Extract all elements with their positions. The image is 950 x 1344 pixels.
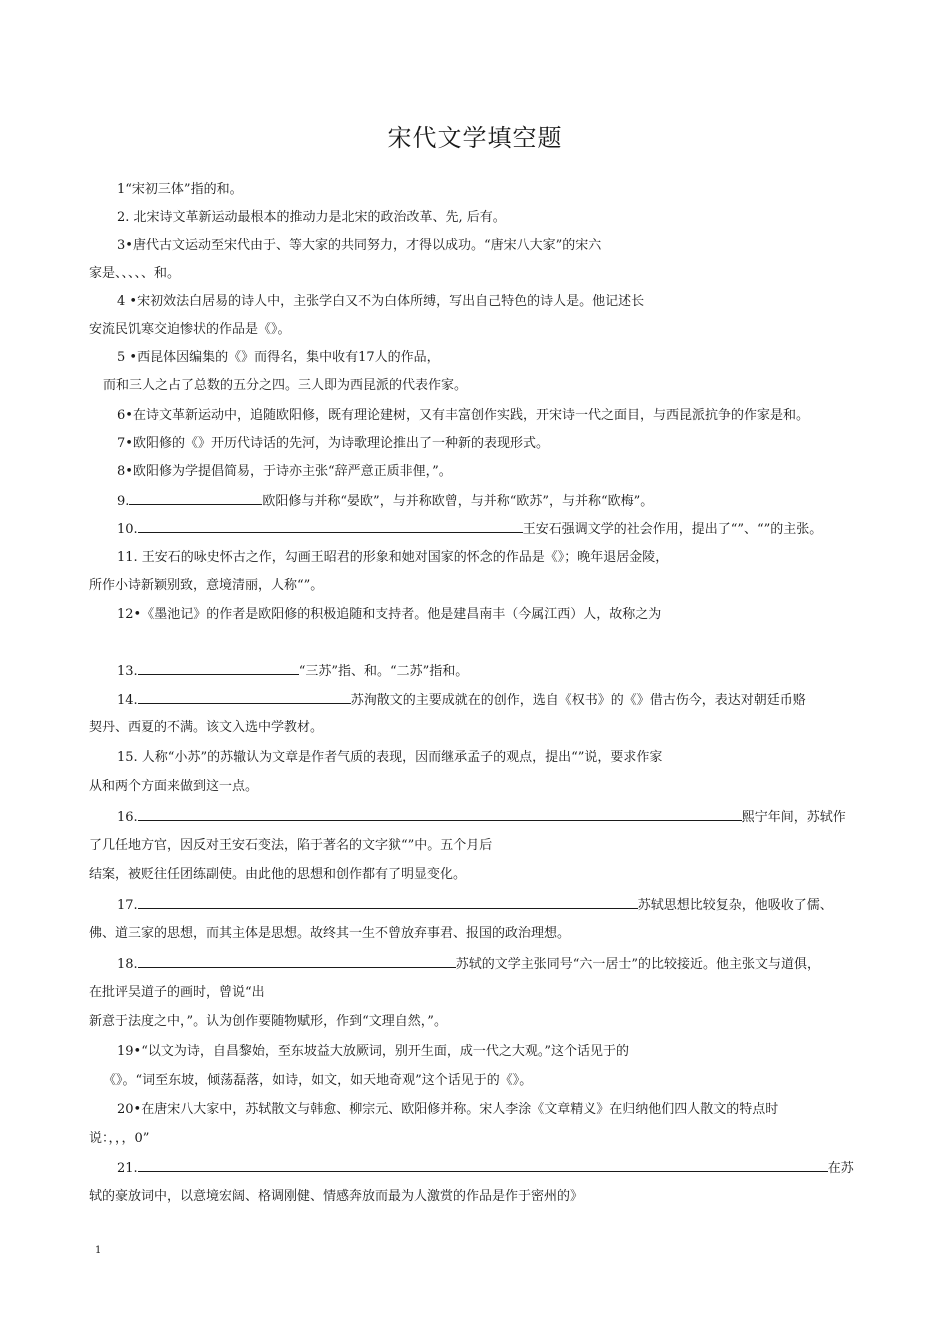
question-14-line-2: 契丹、西夏的不满。该文入选中学教材。 <box>89 720 324 735</box>
question-2: 2. 北宋诗文革新运动最根本的推动力是北宋的政治改革、先, 后有。 <box>117 210 506 225</box>
question-number: 17. <box>117 898 138 913</box>
question-number: 13. <box>117 664 138 679</box>
question-3-line-1: 3•唐代古文运动至宋代由于、等大家的共同努力，才得以成功。“唐宋八大家”的宋六 <box>117 238 602 253</box>
question-16-line-2: 了几任地方官，因反对王安石变法，陷于著名的文字狱“”中。五个月后 <box>89 838 493 853</box>
question-8: 8•欧阳修为学提倡简易，于诗亦主张“辞严意正质非俚，”。 <box>117 464 452 479</box>
question-19-line-2: 《》。“词至东坡，倾荡磊落，如诗，如文，如天地奇观”这个话见于的《》。 <box>103 1073 533 1088</box>
question-10 <box>117 520 822 539</box>
question-5-line-1: 5 •西昆体因编集的《》而得名，集中收有17人的作品， <box>117 350 440 365</box>
question-11-line-1: 11. 王安石的咏史怀古之作，勾画王昭君的形象和她对国家的怀念的作品是《》；晚年退居金陵， <box>117 550 669 565</box>
question-19-line-1: 19•“以文为诗，自昌黎始，至东坡益大放厥词，别开生面，成一代之大观。”这个话见于的 <box>117 1044 630 1059</box>
question-18-line-1 <box>117 955 820 974</box>
question-text: 在苏 <box>827 1161 854 1176</box>
answer-blank[interactable] <box>138 1159 828 1172</box>
question-15-line-2: 从和两个方面来做到这一点。 <box>89 779 259 794</box>
question-18-line-3: 新意于法度之中，”。认为创作要随物赋形，作到“文理自然，”。 <box>89 1014 447 1029</box>
answer-blank[interactable] <box>138 691 351 704</box>
question-1: 1“宋初三体”指的和。 <box>117 182 243 197</box>
question-6: 6•在诗文革新运动中，追随欧阳修，既有理论建树，又有丰富创作实践，开宋诗一代之面目，与西昆派抗争的作家是和。 <box>117 408 809 423</box>
question-text: 王安石强调文学的社会作用，提出了“”、“”的主张。 <box>522 522 823 537</box>
question-3-line-2: 家是、、、、、和。 <box>89 266 181 281</box>
question-text: 苏轼的文学主张同号“六一居士”的比较接近。他主张文与道俱， <box>455 957 820 972</box>
answer-blank[interactable] <box>138 808 742 821</box>
question-4-line-2: 安流民饥寒交迫惨状的作品是《》。 <box>89 322 291 337</box>
question-text: “三苏”指、和。“二苏”指和。 <box>298 664 469 679</box>
answer-blank[interactable] <box>129 492 262 505</box>
question-number: 14. <box>117 693 138 708</box>
question-16-line-1 <box>117 808 846 827</box>
question-17-line-2: 佛、道三家的思想，而其主体是思想。故终其一生不曾放弃事君、报国的政治理想。 <box>89 926 571 941</box>
page-number: 1 <box>95 1245 102 1256</box>
question-text: 熙宁年间，苏轼作 <box>741 810 846 825</box>
question-14-line-1 <box>117 691 806 710</box>
answer-blank[interactable] <box>138 896 638 909</box>
question-text: 欧阳修与并称“晏欧”，与并称欧曾，与并称“欧苏”，与并称“欧梅”。 <box>262 494 654 509</box>
document-title: 宋代文学填空题 <box>387 124 563 152</box>
question-text: 苏轼思想比较复杂，他吸收了儒、 <box>637 898 833 913</box>
question-number: 16. <box>117 810 138 825</box>
question-text: 苏洵散文的主要成就在的创作，选自《权书》的《》借古伤今，表达对朝廷币赂 <box>350 693 806 708</box>
question-20-line-1: 20•在唐宋八大家中，苏轼散文与韩愈、柳宗元、欧阳修并称。宋人李涂《文章精义》在归纳他们四人散文的特点时 <box>117 1102 779 1117</box>
question-12: 12•《墨池记》的作者是欧阳修的积极追随和支持者。他是建昌南丰（今属江西）人，故称之为 <box>117 607 662 622</box>
question-9 <box>117 492 653 511</box>
question-18-line-2: 在批评吴道子的画时，曾说“出 <box>89 985 265 1000</box>
question-7: 7•欧阳修的《》开历代诗话的先河，为诗歌理论推出了一种新的表现形式。 <box>117 436 549 451</box>
question-16-line-3: 结案，被贬往任团练副使。由此他的思想和创作都有了明显变化。 <box>89 867 467 882</box>
question-13 <box>117 662 468 681</box>
question-number: 21. <box>117 1161 138 1176</box>
question-17-line-1 <box>117 896 833 915</box>
question-number: 9. <box>117 494 130 509</box>
answer-blank[interactable] <box>138 520 523 533</box>
question-15-line-1: 15. 人称“小苏”的苏辙认为文章是作者气质的表现，因而继承孟子的观点，提出“”说，要求作家 <box>117 750 663 765</box>
question-21-line-1 <box>117 1159 854 1178</box>
question-number: 10. <box>117 522 138 537</box>
question-21-line-2: 轼的豪放词中，以意境宏阔、格调刚健、情感奔放而最为人激赏的作品是作于密州的》 <box>89 1189 584 1204</box>
question-5-line-2: 而和三人之占了总数的五分之四。三人即为西昆派的代表作家。 <box>103 378 468 393</box>
answer-blank[interactable] <box>138 955 456 968</box>
question-11-line-2: 所作小诗新颖别致，意境清丽，人称“”。 <box>89 578 324 593</box>
answer-blank[interactable] <box>138 662 299 675</box>
question-number: 18. <box>117 957 138 972</box>
question-4-line-1: 4 •宋初效法白居易的诗人中，主张学白又不为白体所缚，写出自己特色的诗人是。他记述长 <box>117 294 645 309</box>
question-20-line-2: 说：，，，0” <box>89 1131 150 1146</box>
